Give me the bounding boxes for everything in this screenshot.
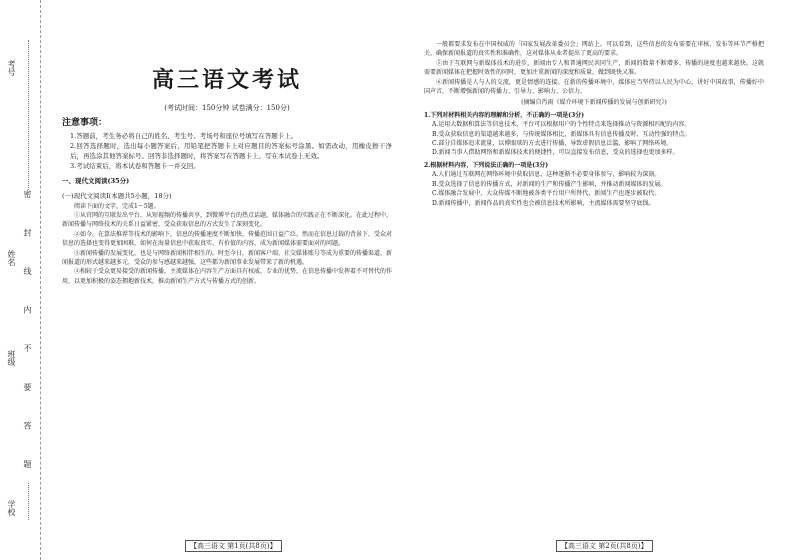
paragraph: ①从官网的互联发出平台，从短视频的传播共享，到微博平台的热点话题，媒体融合的实践正在不断深化。在此过程中，新闻传播与网络技术的关系日益紧密，受众获取信息的方式发生了深刻变化。 xyxy=(62,212,393,229)
left-page xyxy=(62,40,392,286)
subsection-heading: (一)现代文阅读Ⅰ(本题共5小题，18分) xyxy=(62,192,172,201)
paragraph: ⑥新闻传播是人与人的交流，更是情感的连接。在新的传播环境中，媒体应当坚持以人民为中心，讲好中国故事，传播好中国声音，不断增强新闻的传播力、引导力、影响力、公信力。 xyxy=(424,78,764,96)
name-label: 姓名 xyxy=(7,250,16,266)
option: A.人们通过互联网在网络环境中获取信息，这种逐渐不必要身体参与，影响较为深刻。 xyxy=(432,171,661,179)
question-2: 2.根据材料内容，下列说法正确的一项是(3分) xyxy=(424,161,549,169)
page-footer-left: 【高三语文 第1页(共8页)】 xyxy=(185,540,282,552)
option: D.新闻传播中，新闻作品的真实性也会被信息技术所影响，主流媒体需要坚守底线。 xyxy=(432,199,655,207)
page-footer-right: 【高三语文 第2页(共8页)】 xyxy=(556,540,653,552)
paragraph: ②如今，在算法推荐等技术的影响下，信息的传播速度不断加快，传播范围日益广泛。然而在信息过载的背景下，受众对信息的选择也变得更加困难，如何在海量信息中获取真实、有价值的内容，成为新闻媒体需要面对的问题。 xyxy=(62,230,393,248)
seal-text: 密 封 线 内 不 要 答 题 xyxy=(23,190,32,482)
paragraph: ④相较于受众更易接受的新闻传播，主流媒体在内容生产方面具有权威、专业的优势，在信息传播中发挥着不可替代的作用，以更加积极的姿态拥抱新技术，推动新闻生产方式与传播方式的创新。 xyxy=(62,268,393,285)
binding-margin xyxy=(0,0,41,560)
option: B.受众获取信息的渠道越来越多，与传统媒体相比，新媒体具有信息传播及时、互动性强的特点。 xyxy=(432,130,691,138)
option: C.媒体融合发展中，大众传媒不断地被各类平台用户所替代，新闻生产也逐步被取代。 xyxy=(432,190,661,198)
exam-meta: (考试时间：150分钟 试卷满分：150分) xyxy=(164,104,290,112)
option: B.受众选择了信息的传播方式，对新闻的生产和传播产生影响，并推动新闻媒体的发展。 xyxy=(432,180,667,188)
section-heading: 一、现代文阅读(35分) xyxy=(62,176,130,185)
source-note: (摘编自肖雨《媒介环境下新闻传播的发展与创新研究》) xyxy=(521,99,667,107)
note-item: 2.回答选择题时，选出每小题答案后，用铅笔把答题卡上对应题目的答案标号涂黑。如需改动，用橡皮擦干净后，再选涂其他答案标号。回答非选择题时，将答案写在答题卡上。写在本试卷上无效。 xyxy=(70,141,392,160)
note-item: 3.考试结束后，将本试卷和答题卡一并交回。 xyxy=(70,161,200,170)
option: A.运用大数据和算法等信息技术，平台可以根据用户的个性特点来选择推动与资源相匹配的内容。 xyxy=(432,121,691,129)
school-label: 学校 xyxy=(7,500,16,516)
paragraph: 一般都要求发布在中国权威的「国家发展改革委员会」网站上。可以看到，这些信息的发布需要在审核、发布等环节严格把关，确保新闻报道的真实性和准确性，这对媒体从业者提出了更高的要求。 xyxy=(424,41,764,58)
paragraph: ⑤由于互联网与新媒体技术的进步，新闻由专人和普通网民共同生产，新闻的数量不断增多，传播的速度也越来越快。这就需要新闻媒体在把握时效性的同时，更加注重新闻的深度和质量，做到既快又准。 xyxy=(424,59,764,77)
question-1: 1.下列对材料相关内容的理解和分析，不正确的一项是(3分) xyxy=(424,111,585,119)
instruction: 阅读下面的文字，完成1～5题。 xyxy=(74,202,160,210)
class-label: 班级 xyxy=(7,350,16,366)
notes-title: 注意事项： xyxy=(62,118,108,129)
right-page xyxy=(424,40,764,208)
exam-number-label: 考号 xyxy=(7,60,16,76)
option: D.新闻当事人借助网络和新媒体技术的便捷性，可以直接发布信息，受众的选择也更加多样。 xyxy=(432,149,679,157)
note-item: 1.答题前，考生务必将自己的姓名、考生号、考场号和座位号填写在答题卡上。 xyxy=(70,131,298,140)
page-title: 高三语文考试 xyxy=(151,68,302,93)
paragraph: ③新闻传播的发展变化，也是与网络新闻相伴相生的。时至今日，新闻客户端、社交媒体账号等成为重要的传播渠道，新闻报道的形式越来越多元，受众的参与感越来越强，这些都为新闻事业发展带来了新的机遇。 xyxy=(62,249,393,267)
option: C.部分自媒体追求流量，以博眼球的方式进行传播，导致虚假信息泛滥，影响了网络环境。 xyxy=(432,140,673,148)
